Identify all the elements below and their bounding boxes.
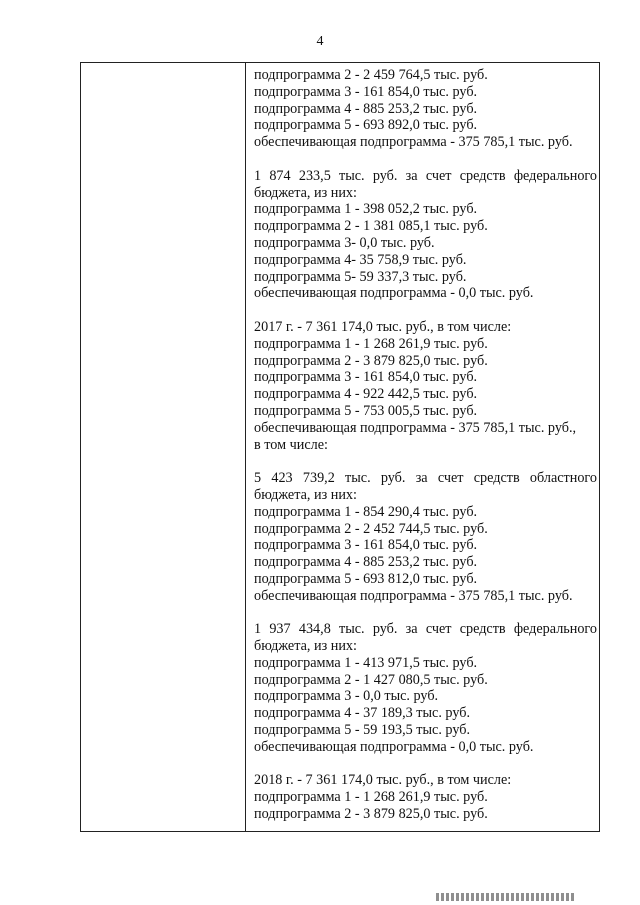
funding-line: подпрограмма 5 - 693 812,0 тыс. руб. [254,570,478,587]
funding-line: подпрограмма 4 - 37 189,3 тыс. руб. [254,705,471,722]
funding-paragraph [254,168,597,302]
column-divider [245,63,246,831]
funding-line: бюджета, из них: [254,638,357,655]
funding-line: бюджета, из них: [254,184,357,201]
funding-line: подпрограмма 1 - 854 290,4 тыс. руб. [254,503,478,520]
funding-line: 2017 г. - 7 361 174,0 тыс. руб., в том числе: [254,318,512,335]
funding-line: подпрограмма 2 - 1 427 080,5 тыс. руб. [254,671,488,688]
funding-line: обеспечивающая подпрограмма - 0,0 тыс. руб. [254,738,534,755]
funding-line: подпрограмма 2 - 2 459 764,5 тыс. руб. [254,67,488,83]
paragraph-lead-line: 1 937 434,8 тыс. руб. за счет средств федерального [254,621,597,638]
funding-line: подпрограмма 3- 0,0 тыс. руб. [254,234,435,251]
funding-line: подпрограмма 5- 59 337,3 тыс. руб. [254,268,467,285]
funding-line: обеспечивающая подпрограмма - 0,0 тыс. руб. [254,285,534,302]
funding-line: подпрограмма 3 - 0,0 тыс. руб. [254,688,439,705]
funding-line: подпрограмма 4 - 885 253,2 тыс. руб. [254,554,478,571]
funding-line: обеспечивающая подпрограмма - 375 785,1 тыс. руб., [254,419,577,436]
funding-line: подпрограмма 5 - 59 193,5 тыс. руб. [254,722,471,739]
funding-line: подпрограмма 1 - 1 268 261,9 тыс. руб. [254,335,488,352]
funding-line: подпрограмма 5 - 753 005,5 тыс. руб. [254,402,478,419]
funding-line: подпрограмма 2 - 3 879 825,0 тыс. руб. [254,806,488,823]
funding-line: 2018 г. - 7 361 174,0 тыс. руб., в том числе: [254,772,512,789]
funding-line: подпрограмма 2 - 2 452 744,5 тыс. руб. [254,520,488,537]
funding-line: обеспечивающая подпрограмма - 375 785,1 тыс. руб. [254,134,573,151]
funding-line: подпрограмма 4 - 885 253,2 тыс. руб. [254,100,478,117]
funding-line: подпрограмма 1 - 398 052,2 тыс. руб. [254,201,478,218]
funding-line: в том числе: [254,436,328,453]
funding-line: подпрограмма 5 - 693 892,0 тыс. руб. [254,117,478,134]
scan-artifact-mark [436,893,576,901]
funding-line: подпрограмма 3 - 161 854,0 тыс. руб. [254,537,478,554]
funding-paragraph [254,67,597,151]
paragraph-lead-line: 1 874 233,5 тыс. руб. за счет средств федерального [254,167,597,184]
funding-line: подпрограмма 2 - 1 381 085,1 тыс. руб. [254,218,488,235]
funding-paragraph [254,772,597,822]
table-left-cell [81,63,245,831]
funding-line: подпрограмма 2 - 3 879 825,0 тыс. руб. [254,352,488,369]
funding-paragraph [254,319,597,453]
page-number: 4 [316,34,324,49]
funding-line: обеспечивающая подпрограмма - 375 785,1 тыс. руб. [254,587,573,604]
funding-line: подпрограмма 1 - 1 268 261,9 тыс. руб. [254,789,488,806]
funding-line: подпрограмма 4- 35 758,9 тыс. руб. [254,251,467,268]
funding-line: подпрограмма 4 - 922 442,5 тыс. руб. [254,386,478,403]
funding-line: бюджета, из них: [254,486,357,503]
funding-line: подпрограмма 3 - 161 854,0 тыс. руб. [254,83,478,100]
funding-paragraph [254,621,597,755]
funding-line: подпрограмма 3 - 161 854,0 тыс. руб. [254,369,478,386]
funding-paragraph [254,470,597,604]
paragraph-lead-line: 5 423 739,2 тыс. руб. за счет средств областного [254,470,597,487]
funding-table [80,62,600,832]
funding-text-cell [254,67,597,823]
funding-line: подпрограмма 1 - 413 971,5 тыс. руб. [254,654,478,671]
